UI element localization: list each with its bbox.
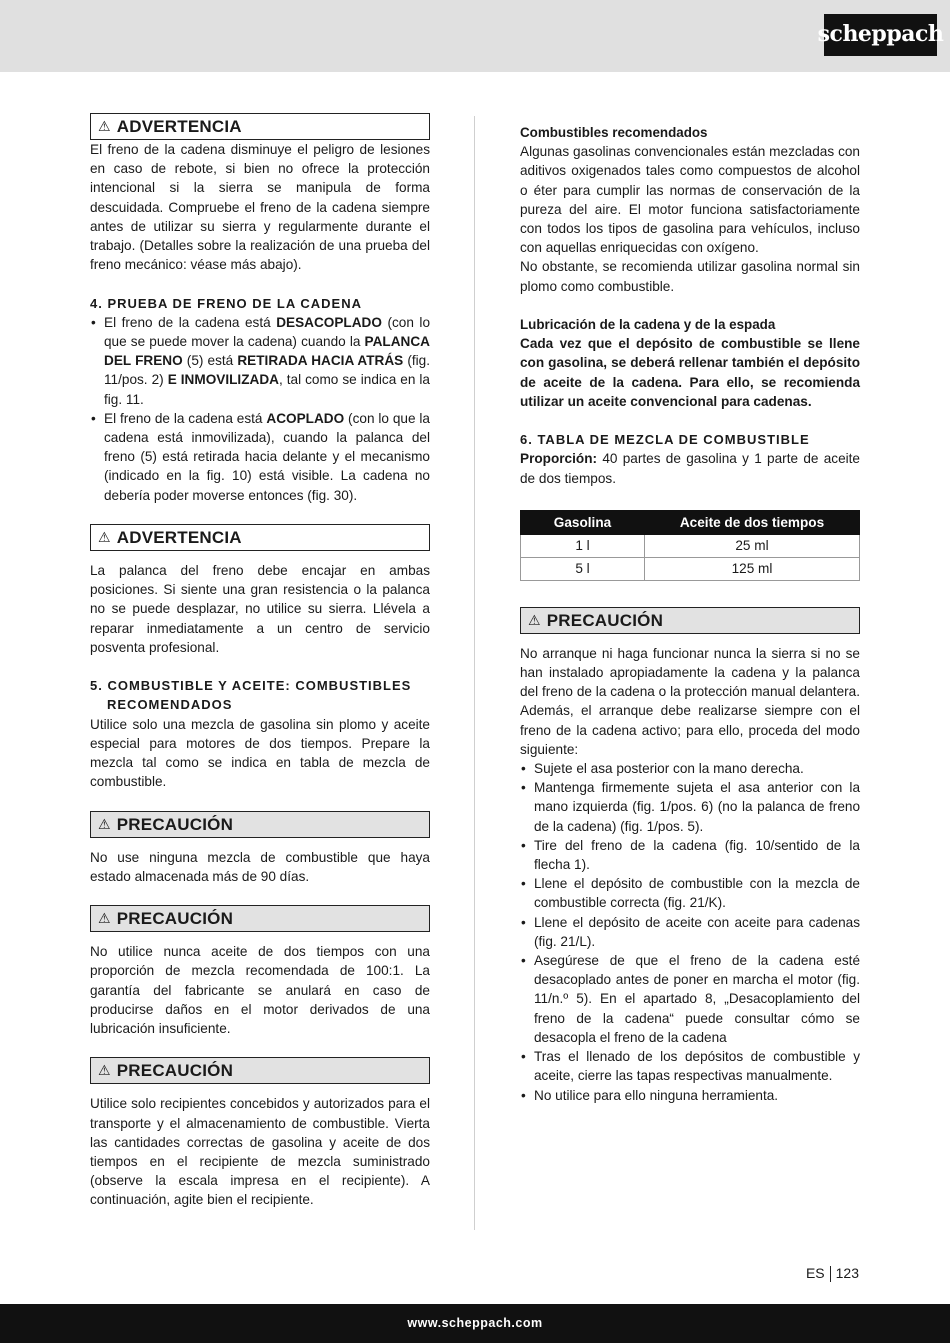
caution-title: PRECAUCIÓN — [116, 909, 234, 929]
caution-intro: No arranque ni haga funcionar nunca la sierra si no se han instalado apropiadamente la cadena y la palanca del freno de la cadena o la protección manual delantera. Además, el arranque debe realizarse siempre con el freno de la cadena activo; para ello, proceda del modo siguiente: — [520, 645, 860, 757]
fuel-text: No obstante, se recomienda utilizar gasolina normal sin plomo como combustible. — [520, 259, 860, 294]
table-row — [521, 557, 860, 580]
header-bar — [0, 0, 950, 72]
page-number — [806, 1264, 859, 1283]
lube-subheading: Lubricación de la cadena y de la espada — [520, 317, 776, 333]
caution-title: PRECAUCIÓN — [116, 1061, 234, 1081]
warning-icon: ⚠ — [98, 815, 111, 832]
section-4-list — [90, 313, 430, 505]
warning-box — [90, 524, 430, 551]
list-item: • Asegúrese de que el freno de la cadena esté desacoplado antes de poner en marcha el motor (fig. 11/n.º 5). En el apartado 8, „Desacoplamiento del freno de la cadena“ puede consultar cómo se desacopla el freno de la cadena — [520, 951, 860, 1047]
warning-icon: ⚠ — [98, 528, 111, 545]
warning-icon: ⚠ — [528, 611, 541, 628]
table-row — [521, 534, 860, 557]
footer-bar — [0, 1304, 950, 1343]
warning-icon: ⚠ — [98, 910, 111, 927]
column-divider — [474, 116, 475, 1230]
warning-box — [90, 113, 430, 140]
page-language: ES — [805, 1265, 825, 1281]
table-cell: 5 l — [521, 557, 645, 580]
caution-text: No utilice nunca aceite de dos tiempos con una proporción de mezcla recomendada de 100:1. La garantía del fabricante se anulará en caso de producirse daños en el motor derivados de una lubricación insuficiente. — [90, 944, 430, 1037]
caution-text: No use ninguna mezcla de combustible que haya estado almacenada más de 90 días. — [90, 849, 430, 884]
warning-title: ADVERTENCIA — [116, 527, 242, 547]
list-item: • Tire del freno de la cadena (fig. 10/sentido de la flecha 1). — [520, 836, 860, 874]
list-item: • Llene el depósito de aceite con aceite para cadenas (fig. 21/L). — [520, 913, 860, 951]
fuel-subheading: Combustibles recomendados — [520, 125, 708, 140]
table-header-row — [521, 510, 860, 534]
list-item: • Llene el depósito de combustible con la mezcla de combustible correcta (fig. 21/K). — [520, 874, 860, 912]
table-cell: 25 ml — [645, 534, 860, 557]
left-column — [90, 113, 430, 1210]
caution-box — [90, 1057, 430, 1084]
section-5-text: Utilice solo una mezcla de gasolina sin plomo y aceite especial para motores de dos tiempos. Prepare la mezcla tal como se indica en tabla de mezcla de combustible. — [90, 716, 430, 790]
footer-url[interactable]: www.scheppach.com — [407, 1315, 543, 1330]
caution-box — [90, 811, 430, 838]
caution-box — [520, 607, 860, 634]
warning-icon: ⚠ — [98, 117, 111, 134]
section-5-heading: 5. COMBUSTIBLE Y ACEITE: COMBUSTIBLES RECOMENDADOS — [90, 678, 412, 713]
warning-text: El freno de la cadena disminuye el peligro de lesiones en caso de rebote, si bien no ofrece la protección intencional si la sierra se manipula de forma descuidada. Compruebe el freno de la cadena siempre antes de utilizar su sierra y regularmente durante el trabajo. (Detalles sobre la realización de una prueba del freno mecánico: véase más abajo). — [90, 142, 430, 273]
caution-title: PRECAUCIÓN — [546, 610, 664, 630]
list-item: • El freno de la cadena está DESACOPLADO (con lo que se puede mover la cadena) cuando la PALANCA DEL FRENO (5) está RETIRADA HACIA ATRÁS (fig. 11/pos. 2) E INMOVILIZADA, tal como se indica en la fig. 11. — [90, 313, 430, 409]
table-cell: 1 l — [521, 534, 645, 557]
right-column — [520, 113, 860, 1105]
warning-text: La palanca del freno debe encajar en ambas posiciones. Si siente una gran resistencia o la palanca no se puede desplazar, no utilice su sierra. Llévela a reparar inmediatamente a un centro de servicio posventa profesional. — [90, 563, 430, 655]
table-cell: 125 ml — [645, 557, 860, 580]
caution-box — [90, 905, 430, 932]
section-6-heading: 6. TABLA DE MEZCLA DE COMBUSTIBLE — [520, 432, 810, 448]
page-number-value: 123 — [835, 1265, 859, 1281]
list-item: • No utilice para ello ninguna herramienta. — [520, 1086, 860, 1105]
section-4-heading: 4. PRUEBA DE FRENO DE LA CADENA — [90, 295, 363, 311]
start-procedure-list — [520, 759, 860, 1105]
list-item: • Tras el llenado de los depósitos de combustible y aceite, cierre las tapas respectivas manualmente. — [520, 1047, 860, 1085]
table-header: Gasolina — [521, 510, 645, 534]
caution-title: PRECAUCIÓN — [116, 814, 234, 834]
table-header: Aceite de dos tiempos — [645, 510, 860, 534]
list-item: • Sujete el asa posterior con la mano derecha. — [520, 759, 860, 778]
list-item: • El freno de la cadena está ACOPLADO (con lo que la cadena está inmovilizada), cuando la palanca del freno (5) está retirada hacia delante y el mecanismo (indicado en la fig. 10) está visible. La cadena no debería poder moverse entonces (fig. 30). — [90, 409, 430, 505]
scheppach-logo: scheppach — [824, 14, 937, 56]
fuel-text: Algunas gasolinas convencionales están mezcladas con aditivos oxigenados tales como compuestos de alcohol o éter para cumplir las normas de conservación de la pureza del aire. El motor funciona satisfactoriamente con todos los tipos de gasolina para vehículos, incluso con aquellas enriquecidas con oxígeno. — [520, 144, 860, 256]
warning-icon: ⚠ — [98, 1062, 111, 1079]
list-item: • Mantenga firmemente sujeta el asa anterior con la mano izquierda (fig. 1/pos. 6) (no la palanca de freno de la cadena) (fig. 1/pos. 5). — [520, 778, 860, 836]
warning-title: ADVERTENCIA — [116, 116, 242, 136]
caution-text: Utilice solo recipientes concebidos y autorizados para el transporte y el almacenamiento de combustible. Vierta las cantidades correctas de gasolina y aceite de dos tiempos en el recipiente de mezcla suministrado (observe la escala impresa en el recipiente). A continuación, agite bien el recipiente. — [90, 1096, 430, 1208]
ratio-text: Proporción: 40 partes de gasolina y 1 parte de aceite de dos tiempos. — [520, 451, 860, 486]
lube-text: Cada vez que el depósito de combustible se llene con gasolina, se deberá rellenar también el depósito de aceite de la cadena. Para ello, se recomienda utilizar un aceite convencional para cadenas. — [520, 336, 860, 409]
fuel-mix-table — [520, 510, 860, 581]
